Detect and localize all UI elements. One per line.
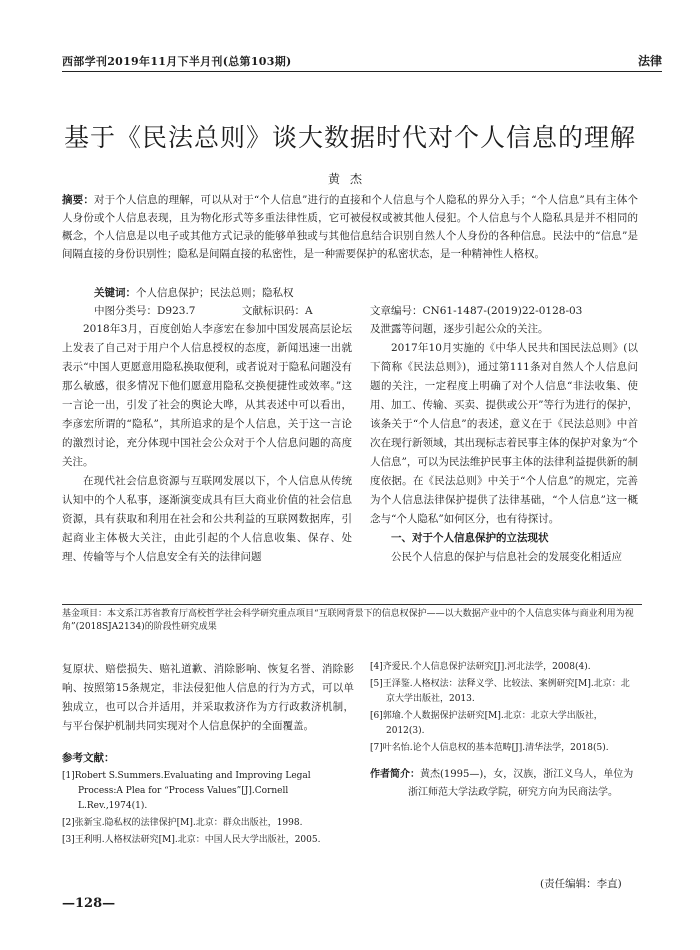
reference-item: [7]叶名怡.论个人信息权的基本范畴[J].清华法学，2018(5).	[370, 743, 609, 753]
section-label: 法律	[637, 54, 662, 68]
lower-column-right	[370, 660, 638, 802]
references-title: 参考文献：	[62, 752, 115, 764]
body-column-left	[62, 320, 352, 567]
body-paragraph: 及泄露等问题，逐步引起公众的关注。	[370, 323, 549, 335]
author-name: 黄杰	[327, 172, 372, 186]
body-paragraph: 2017年10月实施的《中华人民共和国民法总则》(以下简称《民法总则》)，通过第111条对自然人个人信息问题的关注，一定程度上明确了对个人信息“非法收集、使用、加工、传输、买卖、提供或公开”等行为进行的保护，该条关于“个人信息”的表述，意义在于《民法总则》中首次在现行新领域，其出现标志着民事主体的保护对象为“个人信息”，可以为民法维护民事主体的法律利益提供新的制度依据。在《民法总则》中关于“个人信息”的规定，完善为个人信息法律保护提供了法律基础，“个人信息”这一概念与“个人隐私”如何区分，也有待探讨。	[370, 342, 638, 525]
responsible-editor: (责任编辑：李直)	[540, 878, 622, 890]
article-title: 基于《民法总则》谈大数据时代对个人信息的理解	[63, 123, 636, 152]
page-number: —128—	[62, 896, 116, 911]
body-paragraph: 公民个人信息的保护与信息社会的发展变化相适应	[391, 551, 622, 563]
document-code: 文献标识码：A	[242, 305, 313, 317]
header-rule	[62, 71, 662, 72]
article-number: 文章编号：CN61-1487-(2019)22-0128-03	[370, 305, 583, 317]
author-bio-text: 黄杰(1995—)，女，汉族，浙江义乌人，单位为浙江师范大学法政学院，研究方向为民商法学。	[408, 769, 634, 798]
keywords-label: 关键词：	[94, 287, 136, 299]
keywords	[94, 284, 634, 302]
footnote-rule	[62, 604, 642, 605]
abstract-text: 对于个人信息的理解，可以从对于“个人信息”进行的直接和个人信息与个人隐私的界分入手；“个人信息”具有主体个人身份或个人信息表现，且为物化形式等多重法律性质，它可被侵权或被其他人侵犯。个人信息与个人隐私具是并不相同的概念，个人信息是以电子或其他方式记录的能够单独或与其他信息结合识别自然人个人身份的各种信息。民法中的“信息”是间隔直接的身份识别性；隐私是间隔直接的私密性，是一种需要保护的私密状态，是一种精神性人格权。	[62, 194, 638, 260]
body-paragraph: 在现代社会信息资源与互联网发展以下，个人信息从传统认知中的个人私事，逐渐演变成具有巨大商业价值的社会信息资源，具有获取和利用在社会和公共利益的互联网数据库，引起商业主体极大关注，由此引起的个人信息收集、保存、处理、传输等与个人信息安全有关的法律问题	[62, 475, 352, 563]
running-header	[62, 50, 662, 72]
reference-item: [5]王泽鉴.人格权法：法释义学、比较法、案例研究[M].北京：北京大学出版社，2013.	[370, 679, 630, 704]
author-bio	[370, 766, 638, 802]
reference-item: [1]Robert S.Summers.Evaluating and Improving Legal Process:A Plea for “Process Values”[J].Cornell L.Rev.,1974(1).	[62, 771, 311, 811]
keywords-text: 个人信息保护；民法总则；隐私权	[136, 287, 294, 299]
body-paragraph: 复原状、赔偿损失、赔礼道歉、消除影响、恢复名誉、消除影响、按照第15条规定，非法侵犯他人信息的行为方式，可以单独成立，也可以合并适用，并采取救济作为方行政救济机制，与平台保护机制共同实现对个人信息保护的全面覆盖。	[62, 663, 354, 732]
classification-codes	[94, 302, 654, 320]
lower-column-left	[62, 660, 354, 850]
fund-footnote: 基金项目：本文系江苏省教育厅高校哲学社会科学研究重点项目“互联网背景下的信息权保护——以大数据产业中的个人信息实体与商业利用为视角”(2018SJA2134)的阶段性研究成果	[62, 609, 634, 632]
author-bio-label: 作者简介：	[370, 769, 420, 780]
reference-item: [4]齐爱民.个人信息保护法研究[J].河北法学，2008(4).	[370, 662, 591, 672]
section-heading: 一、对于个人信息保护的立法现状	[391, 532, 549, 544]
abstract	[62, 191, 638, 263]
reference-item: [6]郭瑜.个人数据保护法研究[M].北京：北京大学出版社，2012(3).	[370, 711, 603, 736]
abstract-label: 摘要：	[62, 194, 94, 206]
journal-name: 西部学刊2019年11月下半月刊(总第103期)	[62, 55, 292, 68]
body-paragraph: 2018年3月，百度创始人李彦宏在参加中国发展高层论坛上发表了自己对于用户个人信息授权的态度，新闻迅速一出就表示“中国人更愿意用隐私换取便利，或者说对于隐私问题没有那么敏感，很多情况下他们愿意用隐私交换便捷性或效率。”这一言论一出，引发了社会的舆论大哗，从其表述中可以看出，李彦宏所谓的“隐私”，其所追求的是个人信息，关于这一言论的激烈讨论，充分体现中国社会公众对于个人信息问题的高度关注。	[62, 323, 352, 468]
reference-item: [3]王利明.人格权法研究[M].北京：中国人民大学出版社，2005.	[62, 835, 321, 845]
body-column-right	[370, 320, 638, 567]
clc-code: 中图分类号：D923.7	[94, 305, 196, 317]
reference-item: [2]张新宝.隐私权的法律保护[M].北京：群众出版社，1998.	[62, 818, 303, 828]
